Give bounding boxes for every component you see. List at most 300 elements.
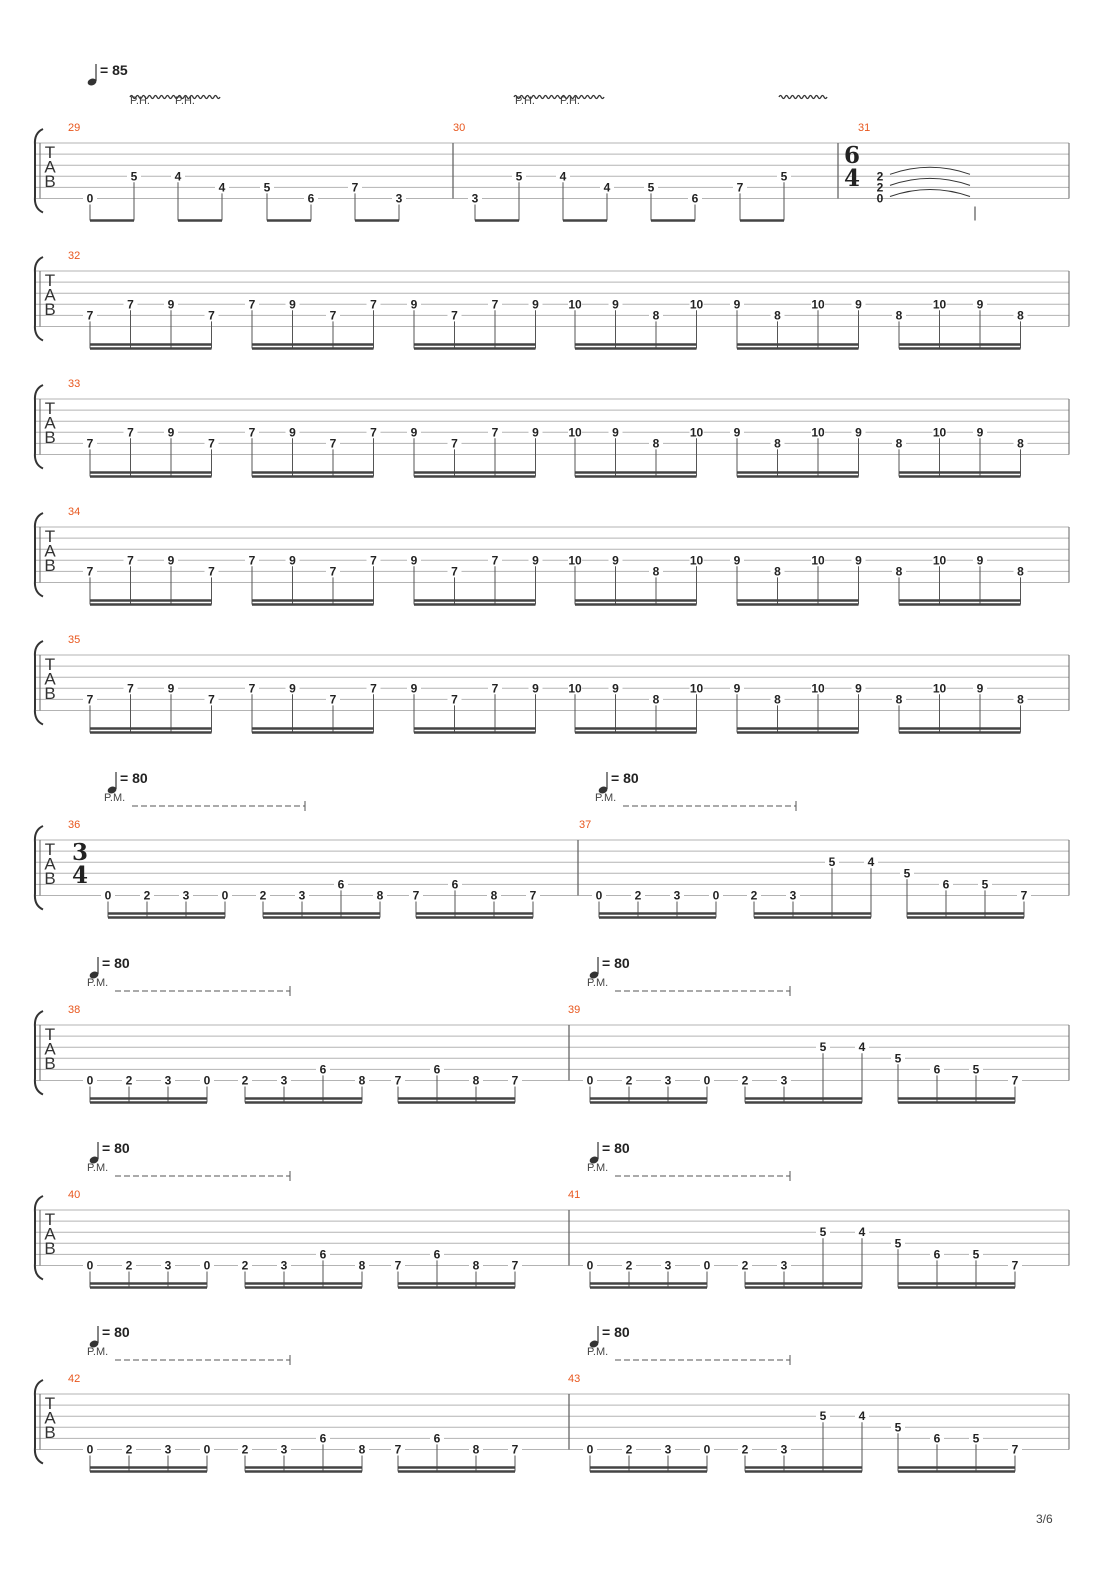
fret-number: 9	[976, 681, 984, 696]
fret-number: 0	[876, 191, 884, 206]
palm-mute-label: P.M.	[587, 1346, 609, 1358]
fret-number: 7	[86, 692, 94, 707]
fret-number: 0	[712, 888, 720, 903]
fret-number: 3	[280, 1073, 288, 1088]
let-ring-tie	[890, 167, 970, 174]
fret-number: 6	[307, 191, 315, 206]
fret-number: 7	[1011, 1258, 1019, 1273]
fret-number: 8	[895, 436, 903, 451]
fret-number: 8	[1017, 308, 1024, 323]
fret-number: 4	[603, 180, 611, 195]
fret-number: 4	[858, 1225, 866, 1240]
tempo-marking: = 80	[102, 1140, 130, 1156]
palm-mute-label: P.M.	[87, 977, 109, 989]
fret-number: 10	[689, 681, 704, 696]
tab-system	[35, 1189, 1069, 1288]
fret-number: 2	[750, 888, 758, 903]
fret-number: 5	[130, 169, 138, 184]
tab-clef-letter: A	[44, 285, 56, 305]
fret-number: 7	[370, 681, 377, 696]
measure-number: 30	[453, 122, 466, 134]
tab-clef-letter: A	[44, 541, 56, 561]
fret-number: 5	[515, 169, 523, 184]
measure-number: 31	[858, 122, 871, 134]
tempo-marking: = 80	[102, 955, 130, 971]
tab-system	[35, 122, 1069, 221]
fret-number: 9	[612, 425, 619, 440]
fret-number: 7	[451, 308, 458, 323]
fret-number: 9	[289, 425, 296, 440]
fret-number: 8	[652, 564, 660, 579]
tab-clef-letter: B	[44, 428, 56, 447]
page-number: 3/6	[1036, 1512, 1053, 1526]
fret-number: 6	[319, 1431, 327, 1446]
fret-number: 7	[329, 308, 337, 323]
let-ring-tie	[890, 178, 970, 185]
fret-number: 0	[203, 1073, 211, 1088]
measure-number: 35	[68, 634, 81, 646]
fret-number: 0	[86, 1258, 94, 1273]
fret-number: 6	[933, 1062, 941, 1077]
fret-number: 3	[164, 1258, 172, 1273]
fret-number: 7	[351, 180, 359, 195]
fret-number: 10	[811, 681, 825, 696]
system-bracket	[35, 1196, 43, 1280]
fret-number: 9	[410, 297, 418, 312]
pinch-harmonic-label: P.H.	[175, 95, 195, 107]
fret-number: 9	[733, 553, 741, 568]
fret-number: 4	[867, 855, 875, 870]
palm-mute-label: P.M.	[87, 1162, 109, 1174]
fret-number: 8	[774, 564, 781, 579]
fret-number: 9	[976, 425, 984, 440]
fret-number: 2	[634, 888, 642, 903]
fret-number: 3	[789, 888, 797, 903]
fret-number: 7	[329, 564, 337, 579]
fret-number: 8	[774, 692, 781, 707]
fret-number: 9	[612, 553, 619, 568]
fret-number: 3	[395, 191, 403, 206]
tab-clef-letter: T	[44, 1210, 56, 1229]
fret-number: 4	[858, 1040, 866, 1055]
system-bracket	[35, 641, 43, 725]
fret-number: 5	[819, 1040, 827, 1055]
tab-clef-letter: B	[44, 300, 56, 319]
fret-number: 9	[167, 297, 175, 312]
fret-number: 9	[612, 297, 619, 312]
fret-number: 8	[358, 1258, 366, 1273]
fret-number: 9	[289, 553, 296, 568]
fret-number: 2	[241, 1258, 249, 1273]
fret-number: 4	[218, 180, 226, 195]
tab-clef-letter: A	[44, 157, 56, 177]
fret-number: 8	[358, 1442, 366, 1457]
fret-number: 8	[1017, 564, 1024, 579]
fret-number: 7	[491, 681, 499, 696]
fret-number: 10	[568, 553, 582, 568]
fret-number: 9	[532, 297, 539, 312]
fret-number: 8	[472, 1073, 480, 1088]
fret-number: 9	[733, 297, 741, 312]
fret-number: 7	[451, 692, 458, 707]
measure-number: 32	[68, 250, 81, 262]
fret-number: 2	[741, 1073, 749, 1088]
fret-number: 8	[895, 564, 903, 579]
tab-system	[35, 819, 1069, 918]
fret-number: 5	[894, 1051, 902, 1066]
tab-system	[35, 1004, 1069, 1103]
fret-number: 9	[855, 681, 862, 696]
fret-number: 3	[664, 1442, 672, 1457]
fret-number: 9	[976, 553, 984, 568]
system-bracket	[35, 826, 43, 910]
fret-number: 9	[167, 681, 175, 696]
fret-number: 7	[412, 888, 420, 903]
fret-number: 8	[652, 692, 660, 707]
fret-number: 7	[370, 425, 377, 440]
tab-system	[35, 506, 1069, 605]
palm-mute-label: P.M.	[587, 977, 609, 989]
tab-clef-letter: A	[44, 413, 56, 433]
tab-system	[35, 1373, 1069, 1472]
fret-number: 3	[298, 888, 306, 903]
measure-number: 37	[579, 819, 592, 831]
fret-number: 9	[410, 681, 418, 696]
tab-clef-letter: B	[44, 869, 56, 888]
time-signature-top: 6	[843, 142, 861, 169]
fret-number: 0	[586, 1442, 594, 1457]
fret-number: 8	[774, 436, 781, 451]
fret-number: 2	[241, 1442, 249, 1457]
tab-system	[35, 250, 1069, 349]
fret-number: 8	[774, 308, 781, 323]
fret-number: 7	[86, 564, 94, 579]
system-bracket	[35, 385, 43, 469]
tempo-marking: = 80	[120, 770, 148, 786]
fret-number: 2	[125, 1442, 133, 1457]
fret-number: 4	[559, 169, 567, 184]
fret-number: 3	[673, 888, 681, 903]
fret-number: 9	[855, 425, 862, 440]
fret-number: 2	[876, 169, 884, 184]
fret-number: 7	[451, 436, 458, 451]
fret-number: 3	[280, 1258, 288, 1273]
fret-number: 10	[811, 553, 825, 568]
fret-number: 7	[248, 425, 256, 440]
fret-number: 8	[490, 888, 498, 903]
fret-number: 9	[167, 425, 175, 440]
fret-number: 3	[780, 1258, 788, 1273]
fret-number: 5	[972, 1062, 980, 1077]
fret-number: 9	[855, 297, 862, 312]
fret-number: 5	[828, 855, 836, 870]
fret-number: 7	[248, 297, 256, 312]
fret-number: 7	[329, 436, 337, 451]
fret-number: 6	[433, 1062, 441, 1077]
tab-clef-letter: T	[44, 399, 56, 418]
fret-number: 7	[736, 180, 744, 195]
tab-clef-letter: A	[44, 1224, 56, 1244]
time-signature-bottom: 4	[843, 165, 861, 192]
tab-clef-letter: B	[44, 556, 56, 575]
tab-system	[35, 634, 1069, 733]
tab-clef-letter: A	[44, 1039, 56, 1059]
fret-number: 5	[894, 1236, 902, 1251]
fret-number: 9	[410, 425, 418, 440]
measure-number: 38	[68, 1004, 81, 1016]
fret-number: 7	[511, 1442, 519, 1457]
fret-number: 7	[491, 553, 499, 568]
fret-number: 7	[511, 1258, 519, 1273]
fret-number: 7	[491, 425, 499, 440]
tab-clef-letter: T	[44, 143, 56, 162]
vibrato-mark	[779, 96, 827, 99]
fret-number: 0	[203, 1442, 211, 1457]
fret-number: 7	[86, 436, 94, 451]
let-ring-tie	[890, 190, 970, 197]
fret-number: 6	[933, 1247, 941, 1262]
fret-number: 10	[811, 425, 825, 440]
fret-number: 8	[895, 692, 903, 707]
fret-number: 10	[689, 425, 704, 440]
fret-number: 6	[337, 877, 345, 892]
fret-number: 5	[972, 1431, 980, 1446]
fret-number: 7	[394, 1258, 402, 1273]
measure-number: 34	[68, 506, 81, 518]
fret-number: 10	[811, 297, 825, 312]
tab-clef-letter: B	[44, 684, 56, 703]
fret-number: 0	[86, 1073, 94, 1088]
tempo-marking: = 80	[102, 1324, 130, 1340]
fret-number: 5	[903, 866, 911, 881]
fret-number: 2	[876, 180, 884, 195]
fret-number: 6	[319, 1062, 327, 1077]
fret-number: 10	[932, 297, 947, 312]
measure-number: 42	[68, 1373, 81, 1385]
fret-number: 7	[370, 297, 377, 312]
fret-number: 9	[532, 553, 539, 568]
fret-number: 8	[358, 1073, 366, 1088]
fret-number: 5	[780, 169, 788, 184]
fret-number: 7	[86, 308, 94, 323]
fret-number: 10	[568, 297, 582, 312]
fret-number: 8	[472, 1258, 480, 1273]
fret-number: 0	[86, 1442, 94, 1457]
fret-number: 8	[652, 436, 660, 451]
time-signature-bottom: 4	[71, 862, 89, 889]
fret-number: 4	[858, 1409, 866, 1424]
fret-number: 10	[568, 425, 582, 440]
fret-number: 6	[933, 1431, 941, 1446]
tab-clef-letter: T	[44, 1025, 56, 1044]
fret-number: 10	[932, 681, 947, 696]
fret-number: 0	[703, 1073, 711, 1088]
tab-clef-letter: T	[44, 655, 56, 674]
fret-number: 7	[248, 553, 256, 568]
fret-number: 7	[394, 1442, 402, 1457]
tab-system	[35, 378, 1069, 477]
fret-number: 0	[595, 888, 603, 903]
fret-number: 3	[164, 1073, 172, 1088]
fret-number: 10	[689, 297, 704, 312]
tab-clef-letter: B	[44, 1239, 56, 1258]
pinch-harmonic-label: P.H.	[560, 95, 580, 107]
fret-number: 9	[532, 681, 539, 696]
fret-number: 2	[241, 1073, 249, 1088]
fret-number: 4	[174, 169, 182, 184]
fret-number: 2	[125, 1258, 133, 1273]
fret-number: 9	[532, 425, 539, 440]
palm-mute-label: P.M.	[87, 1346, 109, 1358]
fret-number: 7	[511, 1073, 519, 1088]
fret-number: 6	[433, 1431, 441, 1446]
fret-number: 0	[104, 888, 112, 903]
fret-number: 3	[182, 888, 190, 903]
tab-clef-letter: A	[44, 669, 56, 689]
measure-number: 41	[568, 1189, 581, 1201]
fret-number: 6	[942, 877, 950, 892]
fret-number: 2	[259, 888, 267, 903]
measure-number: 40	[68, 1189, 81, 1201]
measure-number: 33	[68, 378, 81, 390]
fret-number: 7	[127, 425, 134, 440]
fret-number: 5	[819, 1225, 827, 1240]
system-bracket	[35, 1011, 43, 1095]
fret-number: 2	[625, 1442, 633, 1457]
fret-number: 7	[208, 308, 215, 323]
measure-number: 29	[68, 122, 81, 134]
fret-number: 2	[741, 1442, 749, 1457]
fret-number: 7	[1020, 888, 1028, 903]
pinch-harmonic-label: P.H.	[130, 95, 150, 107]
tab-clef-letter: A	[44, 854, 56, 874]
fret-number: 7	[208, 564, 215, 579]
fret-number: 2	[625, 1258, 633, 1273]
system-bracket	[35, 129, 43, 213]
fret-number: 5	[981, 877, 989, 892]
fret-number: 3	[780, 1442, 788, 1457]
fret-number: 6	[433, 1247, 441, 1262]
fret-number: 9	[733, 425, 741, 440]
fret-number: 7	[329, 692, 337, 707]
tab-clef-letter: B	[44, 172, 56, 191]
fret-number: 2	[625, 1073, 633, 1088]
fret-number: 7	[127, 297, 134, 312]
tab-clef-letter: T	[44, 1394, 56, 1413]
fret-number: 5	[647, 180, 655, 195]
measure-number: 43	[568, 1373, 581, 1385]
fret-number: 9	[976, 297, 984, 312]
fret-number: 7	[451, 564, 458, 579]
tempo-marking: = 80	[611, 770, 639, 786]
fret-number: 3	[280, 1442, 288, 1457]
fret-number: 0	[586, 1258, 594, 1273]
tab-clef-letter: T	[44, 527, 56, 546]
fret-number: 5	[972, 1247, 980, 1262]
fret-number: 10	[568, 681, 582, 696]
fret-number: 8	[472, 1442, 480, 1457]
pinch-harmonic-label: P.H.	[515, 95, 535, 107]
fret-number: 0	[586, 1073, 594, 1088]
fret-number: 7	[529, 888, 537, 903]
tab-clef-letter: A	[44, 1408, 56, 1428]
fret-number: 3	[664, 1258, 672, 1273]
fret-number: 7	[127, 681, 134, 696]
system-bracket	[35, 513, 43, 597]
fret-number: 0	[703, 1442, 711, 1457]
fret-number: 5	[819, 1409, 827, 1424]
fret-number: 2	[741, 1258, 749, 1273]
fret-number: 10	[932, 425, 947, 440]
fret-number: 7	[248, 681, 256, 696]
tab-clef-letter: B	[44, 1423, 56, 1442]
measure-number: 39	[568, 1004, 581, 1016]
fret-number: 5	[894, 1420, 902, 1435]
tempo-marking: = 80	[602, 1140, 630, 1156]
fret-number: 9	[733, 681, 741, 696]
fret-number: 9	[289, 297, 296, 312]
fret-number: 8	[895, 308, 903, 323]
tempo-marking: = 85	[100, 62, 128, 78]
fret-number: 10	[689, 553, 704, 568]
fret-number: 10	[932, 553, 947, 568]
fret-number: 7	[394, 1073, 402, 1088]
fret-number: 5	[263, 180, 271, 195]
fret-number: 0	[86, 191, 94, 206]
fret-number: 8	[1017, 436, 1024, 451]
fret-number: 7	[208, 692, 215, 707]
fret-number: 8	[376, 888, 384, 903]
system-bracket	[35, 257, 43, 341]
fret-number: 9	[167, 553, 175, 568]
fret-number: 7	[1011, 1442, 1019, 1457]
palm-mute-label: P.M.	[104, 792, 126, 804]
system-bracket	[35, 1380, 43, 1464]
palm-mute-label: P.M.	[587, 1162, 609, 1174]
fret-number: 7	[127, 553, 134, 568]
tab-clef-letter: B	[44, 1054, 56, 1073]
fret-number: 0	[221, 888, 229, 903]
fret-number: 3	[780, 1073, 788, 1088]
tempo-marking: = 80	[602, 1324, 630, 1340]
fret-number: 8	[652, 308, 660, 323]
fret-number: 7	[491, 297, 499, 312]
fret-number: 7	[370, 553, 377, 568]
fret-number: 8	[1017, 692, 1024, 707]
fret-number: 7	[208, 436, 215, 451]
fret-number: 0	[203, 1258, 211, 1273]
tab-clef-letter: T	[44, 271, 56, 290]
fret-number: 9	[289, 681, 296, 696]
fret-number: 2	[143, 888, 151, 903]
fret-number: 6	[319, 1247, 327, 1262]
fret-number: 9	[410, 553, 418, 568]
fret-number: 3	[164, 1442, 172, 1457]
time-signature-top: 3	[71, 839, 89, 866]
fret-number: 7	[1011, 1073, 1019, 1088]
fret-number: 0	[703, 1258, 711, 1273]
fret-number: 3	[664, 1073, 672, 1088]
fret-number: 6	[691, 191, 699, 206]
palm-mute-label: P.M.	[595, 792, 617, 804]
fret-number: 2	[125, 1073, 133, 1088]
measure-number: 36	[68, 819, 81, 831]
fret-number: 9	[612, 681, 619, 696]
tab-clef-letter: T	[44, 840, 56, 859]
fret-number: 9	[855, 553, 862, 568]
fret-number: 6	[451, 877, 459, 892]
fret-number: 3	[471, 191, 479, 206]
